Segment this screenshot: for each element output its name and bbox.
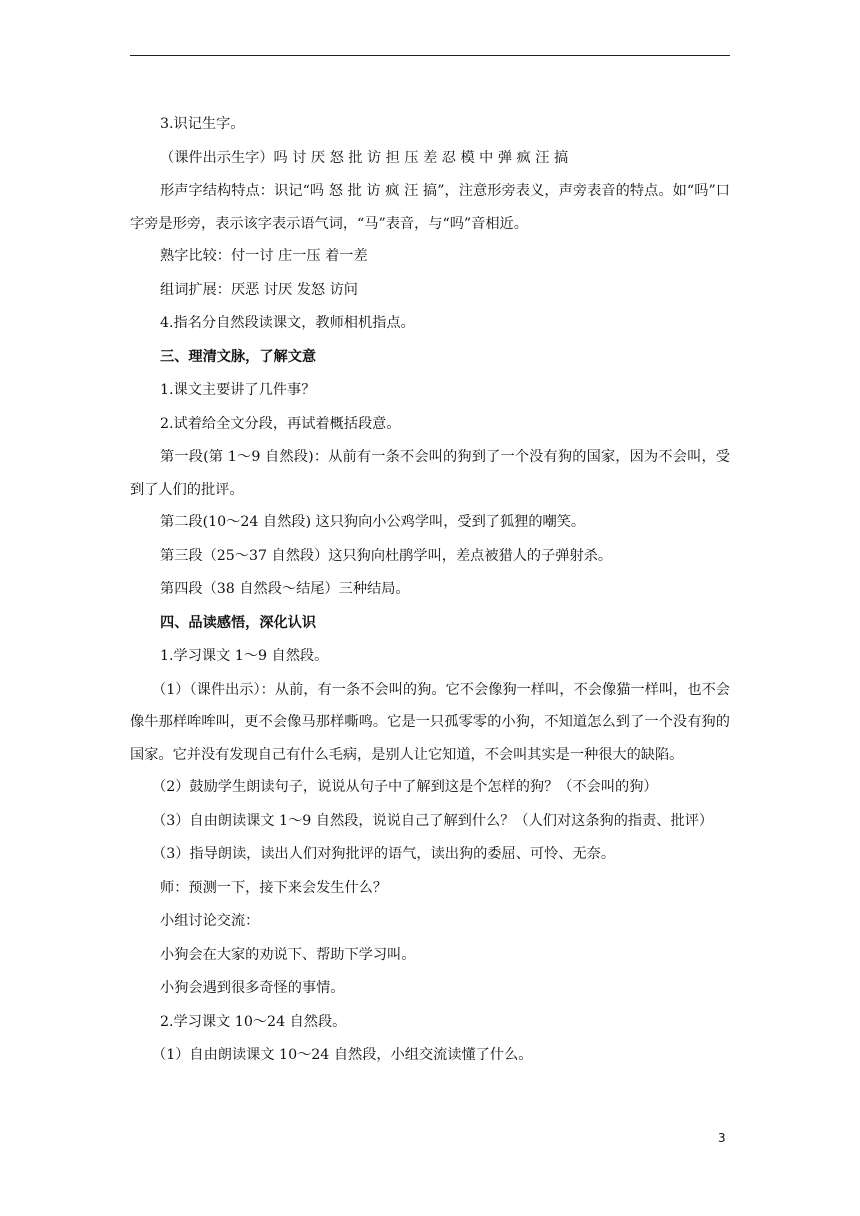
- paragraph: 2.学习课文 10～24 自然段。: [160, 1013, 347, 1030]
- paragraph: 师：预测一下，接下来会发生什么？: [160, 879, 388, 896]
- paragraph: 小组讨论交流：: [160, 913, 260, 929]
- page-number: 3: [718, 1131, 726, 1145]
- paragraph: 1.课文主要讲了几件事？: [160, 382, 316, 398]
- paragraph: （1）（课件出示）：从前，有一条不会叫的狗。它不会像狗一样叫，不会像猫一样叫，也不会像牛那样哞哞叫，更不会像马那样嘶鸣。它是一只孤零零的小狗，不知道怎么到了一个没有狗的国家。它并没有发现自己有什么毛病，是别人让它知道，不会叫其实是一种很大的缺陷。: [130, 681, 730, 763]
- paragraph: （1）自由朗读课文 10～24 自然段，小组交流读懂了什么。: [152, 1047, 533, 1063]
- paragraph: 2.试着给全文分段，再试着概括段意。: [160, 415, 401, 432]
- paragraph: 小狗会在大家的劝说下、帮助下学习叫。: [160, 946, 416, 963]
- paragraph: （3）指导朗读，读出人们对狗批评的语气，读出狗的委屈、可怜、无奈。: [152, 846, 616, 862]
- paragraph: （2）鼓励学生朗读句子，说说从句子中了解到这是个怎样的狗？（不会叫的狗）: [152, 779, 658, 795]
- paragraph: 第四段（38 自然段～结尾）三种结局。: [160, 581, 410, 597]
- paragraph: 第三段（25～37 自然段）这只狗向杜鹃学叫，差点被猎人的子弹射杀。: [160, 547, 613, 564]
- paragraph: （课件出示生字）吗 讨 厌 怒 批 访 担 压 差 忍 模 中 弹 疯 汪 搞: [160, 149, 569, 166]
- section-heading: 三、理清文脉，了解文意: [160, 348, 317, 365]
- paragraph: 1.学习课文 1～9 自然段。: [160, 648, 329, 664]
- paragraph: 第二段(10～24 自然段) 这只狗向小公鸡学叫，受到了狐狸的嘲笑。: [160, 514, 586, 530]
- paragraph: 组词扩展：厌恶 讨厌 发怒 访问: [160, 281, 358, 298]
- paragraph: （3）自由朗读课文 1～9 自然段，说说自己了解到什么？（人们对这条狗的指责、批评）: [152, 812, 714, 829]
- paragraph: 3.识记生字。: [160, 116, 245, 132]
- paragraph: 第一段(第 1～9 自然段)：从前有一条不会叫的狗到了一个没有狗的国家，因为不会叫，受到了人们的批评。: [130, 449, 730, 498]
- paragraph: 4.指名分自然段读课文，教师相机指点。: [160, 315, 415, 331]
- document-body: [130, 108, 730, 1073]
- paragraph: 熟字比较：付一讨 庄一压 着一差: [160, 248, 368, 264]
- paragraph: 形声字结构特点：识记“吗 怒 批 访 疯 汪 搞”，注意形旁表义，声旁表音的特点。如“吗”口字旁是形旁，表示该字表示语气词，“马”表音，与“吗”音相近。: [130, 183, 730, 232]
- section-heading: 四、品读感悟，深化认识: [160, 614, 317, 631]
- header-rule: [130, 55, 730, 56]
- paragraph: 小狗会遇到很多奇怪的事情。: [160, 980, 345, 996]
